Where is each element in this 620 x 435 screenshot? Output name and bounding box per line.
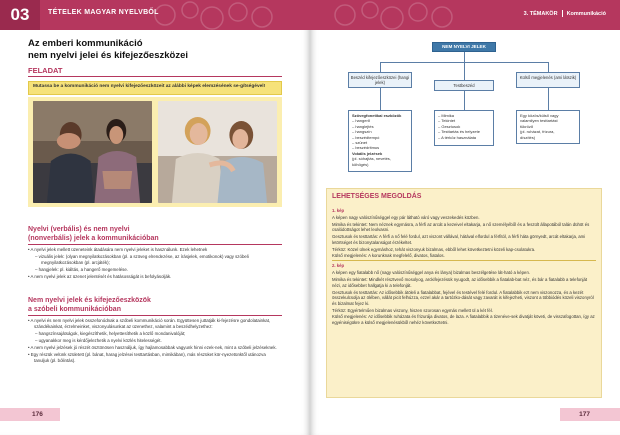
section2-heading bbox=[28, 297, 151, 314]
section2-dash-item: – hangszínsajátságok, kiegészíthetik, helyettesíthetik a közlő mondanivalóját; bbox=[35, 330, 186, 336]
section2-body bbox=[28, 318, 282, 365]
chapter-separator bbox=[562, 10, 563, 17]
diagram-list-title: Vokális jelzések bbox=[352, 150, 383, 156]
solution-paragraph: Mimika és tekintet: Mindkét résztvevő mosolyog, arckifejezésük nyugodt, az idősebbik a fiatalab-bat néz, és bár a fiatalabb a telefonját nézi, az idősebbet hallgatja ki a telefonját. bbox=[332, 277, 588, 288]
diagram-list-item: – A térköz használata bbox=[438, 134, 477, 140]
solution-paragraph: A képen nagy valószínűséggel egy pár látható váró vagy veszekedés közben. bbox=[332, 214, 480, 220]
diagram-list-item: – beszédtempó bbox=[352, 134, 380, 140]
left-header-bar bbox=[0, 0, 310, 30]
diagram-list-item: (pl. sóhajtás, nevetés, köhögés) bbox=[352, 156, 391, 167]
section1-heading-line1: Nyelvi (verbális) és nem nyelvi bbox=[28, 226, 130, 233]
solution-paragraph: Térköz: Egyértelműen bizalmas viszony, hiszen szorosan egymás mellett ül a két fél. bbox=[332, 307, 493, 313]
solution-paragraph: Térköz: Közel ülnek egymáshoz, tehát viszonyuk bizalmas, ebből lehet következtetni közeli kap-csolatukra. bbox=[332, 246, 536, 252]
diagram-col2-list bbox=[434, 110, 494, 146]
task-box: Mutassa be a kommunikáció nem nyelvi kifejezőeszközeit az alábbi képek elemzésének se-gítségével! bbox=[28, 81, 282, 95]
diagram-connector bbox=[464, 62, 465, 80]
diagram-list-item: – Mimika bbox=[438, 113, 455, 118]
header-pattern-icon bbox=[150, 0, 280, 30]
header-title: TÉTELEK MAGYAR NYELVBŐL bbox=[48, 9, 159, 16]
section1-paragraph: • A nyelvi jelek mellett üzeneteink átadására nem nyelvi jeleket is használunk. Ezek lehetnek bbox=[28, 247, 208, 252]
section1-paragraph: • A nem nyelvi jelek az üzenet jelentését és hatásosságát is befolyásolják. bbox=[28, 274, 172, 280]
title-line-2: nem nyelvi jelei és kifejezőeszközei bbox=[28, 50, 188, 61]
solution-paragraph: Gesztusok és testtartás: Az idősebbik átöleli a fiatalabbat, fejével és testével felé fordul. A fiatalabbik ezt nem viszonozza, és a kezét összekulcsolja az ölében, vállát picit felhúzza, ezzel akár a tartózko-dását vagy zavarát is kifejezheti, viszont a többiódés közeli viszonyról és bizalmat fejez ki. bbox=[332, 289, 594, 306]
solution-heading: LEHETSÉGES MEGOLDÁS bbox=[332, 193, 422, 200]
section2-heading-line2: a szóbeli kommunikációban bbox=[28, 305, 121, 313]
solution-paragraph: Mimika és tekintet: Nem néznek egymásra, a férfi az arcát a kezeivel eltakarja, a nő személyéből és a feszült állapotából talán dühöt és csalódottságot lehet leolvasni. bbox=[332, 221, 590, 233]
diagram-list-item: – hanglejtés bbox=[352, 123, 374, 129]
diagram-connector bbox=[548, 88, 549, 110]
section2-dash-item: – ugyanakkor meg is kérdőjelezhetik a nyelvi közlés hitelességét. bbox=[35, 337, 162, 343]
solution-divider bbox=[332, 260, 596, 261]
page-title bbox=[28, 38, 268, 62]
diagram-col1-box: Beszéd kifejezőeszközei (hangi jelek) bbox=[348, 72, 412, 88]
diagram-connector bbox=[380, 62, 381, 72]
section2-paragraph: • Egy részük velünk született (pl. bánat, harag jelzései testtartásban, mimikában), más részüket kör-nyezetünktől utánozva tanuljuk (pl. bólintás). bbox=[28, 352, 266, 363]
couple-photo bbox=[33, 101, 152, 203]
diagram-connector bbox=[380, 88, 381, 110]
chapter-label bbox=[524, 10, 606, 17]
section2-rule bbox=[28, 315, 282, 316]
diagram-list-item: (pl. ruházat, frizura, bbox=[520, 129, 555, 135]
section1-heading bbox=[28, 226, 159, 243]
diagram-col3-list bbox=[516, 110, 580, 144]
step-label: 1. kép bbox=[332, 208, 345, 213]
task-label: FELADAT bbox=[28, 66, 63, 75]
section2-paragraph: • A nyelvi és nem nyelvi jelek összefonódnak a szóbeli kommunikáció során. Együttesen juttatják ki-fejezésre gondolatainkat, szándékainkat, érzelmeinket, viszonyulásunkat az üzenethez, valamint a beszédhelyzethez: bbox=[28, 318, 271, 329]
diagram-col2-box: Testbeszéd bbox=[434, 80, 494, 91]
diagram-col1-list bbox=[348, 110, 412, 172]
diagram-list-item: tükröző bbox=[520, 123, 534, 129]
diagram-connector bbox=[464, 91, 465, 110]
diagram-list-item: – hangerő bbox=[352, 118, 371, 124]
page-number-right: 177 bbox=[560, 408, 620, 421]
diagram-list-item: – Gesztusok bbox=[438, 123, 461, 129]
section1-body bbox=[28, 247, 282, 281]
chapter-name: Kommunikáció bbox=[566, 10, 606, 17]
solution-paragraph: Külső megjelenés: A korunknak megfelelő, divatos, fiatalos. bbox=[332, 253, 445, 259]
diagram-list-item: díszítés) bbox=[520, 134, 536, 140]
solution-paragraph: Külső megjelenés: Az idősebbik ruházata és frizurája divatos, de laza. A fiatalabbik a tizenéve-sek divatját követi, de visszafogottan, így az egyéniségükre a külső megjelenésükből nehéz következtetni. bbox=[332, 314, 595, 325]
section1-dash-item: – hangjelek: pl. kiáltás, a hangerő megemelése. bbox=[35, 266, 128, 272]
diagram-col3-box: Külső megjelenés (ami látszik) bbox=[516, 72, 580, 88]
header-pattern-icon bbox=[330, 0, 460, 30]
diagram-list-item: – beszédritmus bbox=[352, 145, 380, 151]
right-page bbox=[310, 0, 620, 435]
diagram-list-item: – Tekintet bbox=[438, 118, 456, 124]
diagram-list-item: Egy közös/külső vagy bbox=[520, 113, 559, 118]
diagram-list-item: – szünet bbox=[352, 140, 368, 146]
diagram-top-box: NEM NYELVI JELEK bbox=[432, 42, 496, 52]
diagram-list-title: Szövegfonetikai eszközök bbox=[352, 113, 402, 118]
diagram-connector bbox=[548, 62, 549, 72]
title-line-1: Az emberi kommunikáció bbox=[28, 38, 143, 49]
solution-paragraph: Gesztusok és testtartás: A férfi a nő felé fordul, azt viszont vállával, hátával elfordul a férfitól, a férfi háta görnyedt, arcát eltakarja, ami letörtséget és bizonytalanságot érzékeltet. bbox=[332, 234, 586, 245]
diagram-list-item: valamilyen testtartást bbox=[520, 118, 558, 124]
mother-daughter-photo bbox=[158, 101, 277, 203]
chapter-number: 03 bbox=[0, 0, 40, 30]
solution-paragraph: A képen egy fiatalabb nő (nagy valószínűséggel anya és lánya) bizalmas beszélgetése lát-ható a képen. bbox=[332, 270, 531, 276]
section2-heading-line1: Nem nyelvi jelek és kifejezőeszközök bbox=[28, 297, 151, 304]
solution-text bbox=[332, 206, 596, 327]
diagram-connector bbox=[464, 52, 465, 62]
section1-heading-line2: (nonverbális) jelek a kommunikációban bbox=[28, 234, 159, 242]
section2-paragraph: • A nem nyelvi jelzések jó részét ösztönösen használjuk, így hajlamosabbak vagyunk hinni ezek-nek, mint a szóbeli jelzéseknek. bbox=[28, 345, 277, 351]
section1-dash-item: – vizuális jelek: (olyan megnyilatkozásokban (pl. a szöveg elrendezése, az írásjelek, emotikonok) vagy szóbeli megnyilatkozásokban (pl. arcjáték); bbox=[35, 254, 249, 265]
right-header-bar bbox=[310, 0, 620, 30]
task-rule bbox=[28, 76, 282, 77]
photo-frame bbox=[28, 97, 282, 207]
chapter-label-text: 3. TÉMAKÖR bbox=[523, 10, 558, 17]
page-number-left: 176 bbox=[0, 408, 60, 421]
diagram-list-item: – Testtartás és helyzete bbox=[438, 129, 480, 135]
step-label: 2. kép bbox=[332, 263, 345, 269]
diagram-list-item: – hangszín bbox=[352, 129, 372, 135]
section1-rule bbox=[28, 244, 282, 245]
